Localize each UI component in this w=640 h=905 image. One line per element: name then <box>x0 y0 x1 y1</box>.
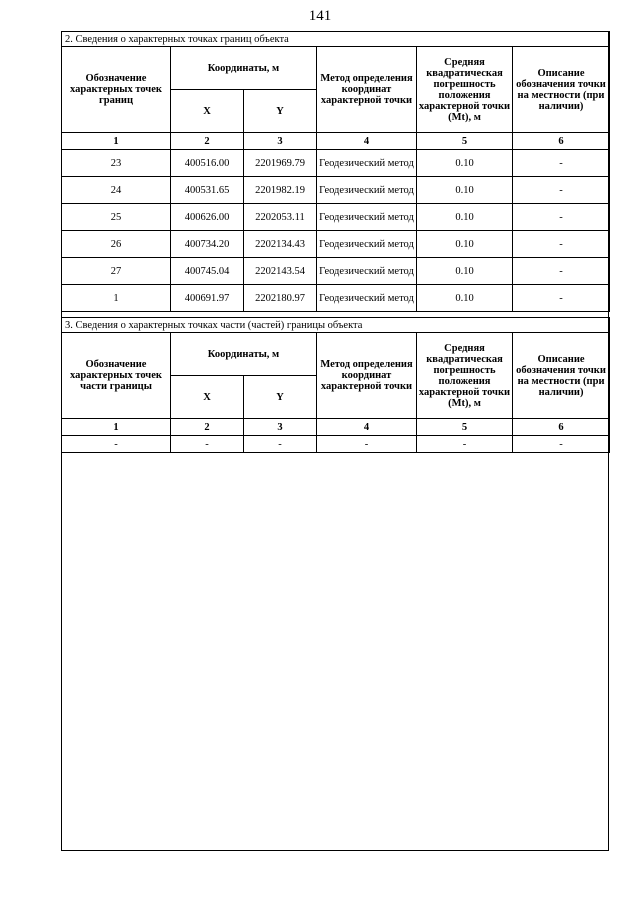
coord-y: 2202053.11 <box>244 204 317 231</box>
column-number: 5 <box>417 133 513 150</box>
table-row <box>62 177 610 204</box>
column-number: 5 <box>417 419 513 436</box>
coord-y: 2202134.43 <box>244 231 317 258</box>
table-row <box>62 436 610 453</box>
method: Геодезический метод <box>317 177 417 204</box>
table-row <box>62 204 610 231</box>
header-error: Средняя квадратическая погрешность положения характерной точки (Mt), м <box>417 47 513 133</box>
coord-x: 400626.00 <box>171 204 244 231</box>
header-designation: Обозначение характерных точек части границы <box>62 333 171 419</box>
header-coordinates: Координаты, м <box>171 333 317 376</box>
table-row <box>62 231 610 258</box>
mt-error: 0.10 <box>417 285 513 312</box>
point-id: 24 <box>62 177 171 204</box>
coord-y: 2202143.54 <box>244 258 317 285</box>
header-designation: Обозначение характерных точек границ <box>62 47 171 133</box>
header-y: Y <box>244 90 317 133</box>
header-x: X <box>171 90 244 133</box>
point-id: 25 <box>62 204 171 231</box>
point-id: 26 <box>62 231 171 258</box>
column-number: 6 <box>513 133 610 150</box>
column-number: 3 <box>244 419 317 436</box>
method: Геодезический метод <box>317 231 417 258</box>
point-id: 27 <box>62 258 171 285</box>
method: - <box>317 436 417 453</box>
description: - <box>513 231 610 258</box>
coord-y: 2202180.97 <box>244 285 317 312</box>
column-number: 3 <box>244 133 317 150</box>
coord-x: 400516.00 <box>171 150 244 177</box>
section-title: 3. Сведения о характерных точках части (частей) границы объекта <box>62 318 610 333</box>
method: Геодезический метод <box>317 258 417 285</box>
point-id: - <box>62 436 171 453</box>
point-id: 23 <box>62 150 171 177</box>
mt-error: 0.10 <box>417 231 513 258</box>
page-number: 141 <box>308 8 332 24</box>
header-coordinates: Координаты, м <box>171 47 317 90</box>
header-method: Метод определения координат характерной точки <box>317 47 417 133</box>
section-title: 2. Сведения о характерных точках границ объекта <box>62 32 610 47</box>
method: Геодезический метод <box>317 150 417 177</box>
coord-x: 400691.97 <box>171 285 244 312</box>
boundary-points-table <box>61 31 610 312</box>
header-error: Средняя квадратическая погрешность положения характерной точки (Mt), м <box>417 333 513 419</box>
mt-error: - <box>417 436 513 453</box>
header-x: X <box>171 376 244 419</box>
coord-y: 2201969.79 <box>244 150 317 177</box>
column-number: 1 <box>62 419 171 436</box>
coord-x: 400745.04 <box>171 258 244 285</box>
column-number: 4 <box>317 133 417 150</box>
description: - <box>513 285 610 312</box>
mt-error: 0.10 <box>417 150 513 177</box>
description: - <box>513 150 610 177</box>
column-numbers-row <box>62 133 610 150</box>
header-description: Описание обозначения точки на местности (при наличии) <box>513 333 610 419</box>
column-numbers-row <box>62 419 610 436</box>
header-description: Описание обозначения точки на местности (при наличии) <box>513 47 610 133</box>
header-y: Y <box>244 376 317 419</box>
coord-x: - <box>171 436 244 453</box>
coord-x: 400734.20 <box>171 231 244 258</box>
column-number: 2 <box>171 419 244 436</box>
column-number: 2 <box>171 133 244 150</box>
mt-error: 0.10 <box>417 204 513 231</box>
coord-y: - <box>244 436 317 453</box>
description: - <box>513 258 610 285</box>
coord-x: 400531.65 <box>171 177 244 204</box>
table-row <box>62 285 610 312</box>
coord-y: 2201982.19 <box>244 177 317 204</box>
mt-error: 0.10 <box>417 177 513 204</box>
point-id: 1 <box>62 285 171 312</box>
mt-error: 0.10 <box>417 258 513 285</box>
description: - <box>513 436 610 453</box>
description: - <box>513 177 610 204</box>
method: Геодезический метод <box>317 204 417 231</box>
column-number: 6 <box>513 419 610 436</box>
description: - <box>513 204 610 231</box>
method: Геодезический метод <box>317 285 417 312</box>
table-row <box>62 258 610 285</box>
table-row <box>62 150 610 177</box>
column-number: 4 <box>317 419 417 436</box>
partial-boundary-points-table <box>61 317 610 453</box>
header-method: Метод определения координат характерной точки <box>317 333 417 419</box>
column-number: 1 <box>62 133 171 150</box>
